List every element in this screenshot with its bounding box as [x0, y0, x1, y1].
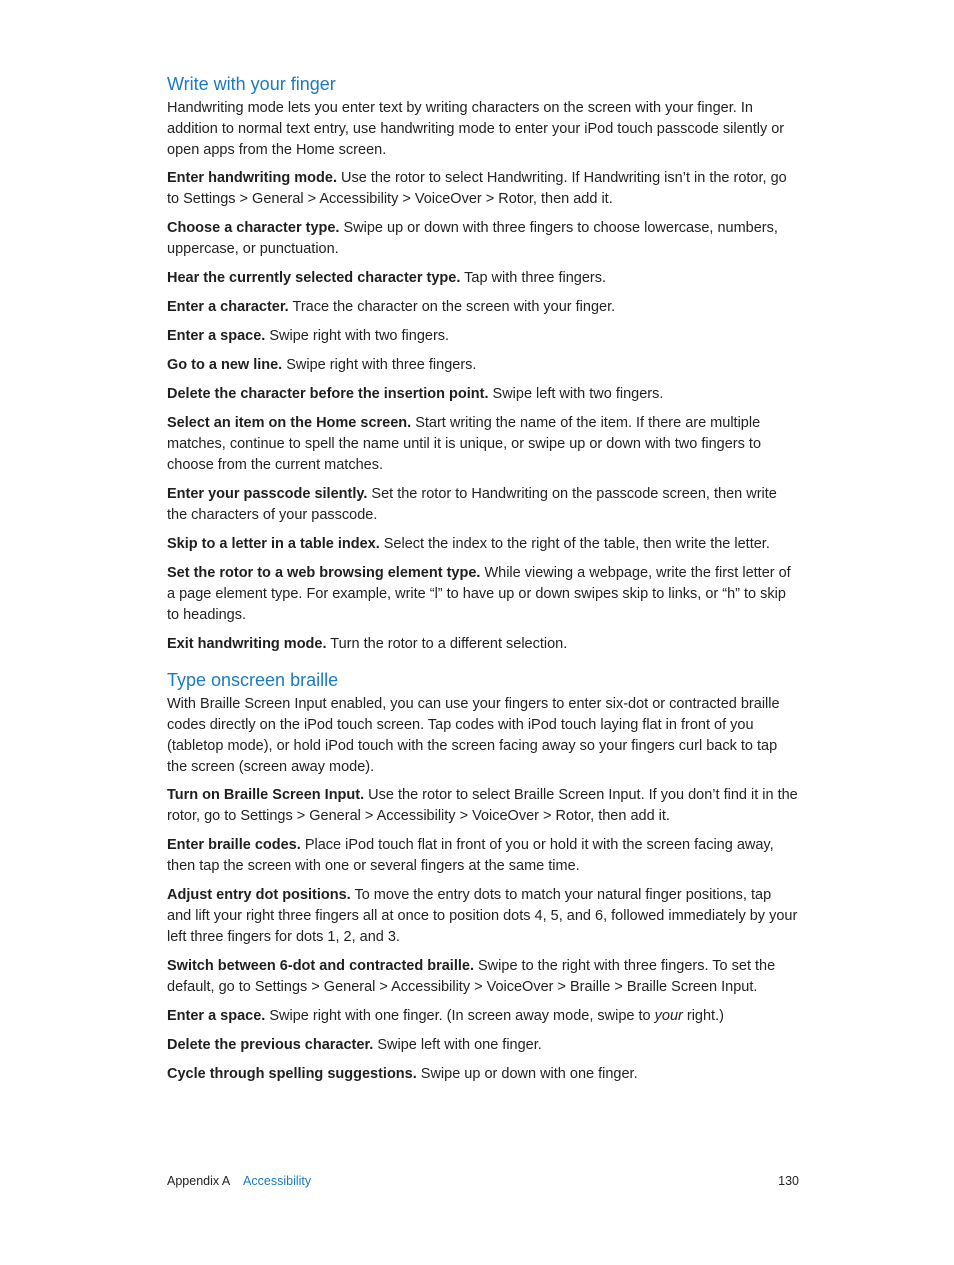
instruction-text: Swipe right with two fingers. [269, 328, 450, 344]
page-content [167, 70, 799, 1093]
handwriting-instructions [167, 168, 799, 655]
section-intro-braille: With Braille Screen Input enabled, you can use your fingers to enter six-dot or contracted braille codes directly on the iPod touch screen. Tap codes with iPod touch laying flat in front of you (tabletop mode), or hold iPod touch with the screen facing away so your fingers curl back to tap the screen (screen away mode). [167, 696, 780, 775]
instruction-item [167, 384, 799, 405]
instruction-item [167, 1006, 799, 1027]
instruction-term: Go to a new line. [167, 357, 283, 373]
instruction-term: Enter a character. [167, 299, 289, 315]
instruction-item [167, 168, 799, 210]
instruction-item [167, 1064, 799, 1085]
instruction-item [167, 218, 799, 260]
instruction-item [167, 1035, 799, 1056]
instruction-text: While viewing a webpage, write the first letter of a page element type. For example, write “l” to have up or down swipes skip to links, or “h” to skip to headings. [167, 565, 791, 623]
instruction-item [167, 355, 799, 376]
instruction-term: Adjust entry dot positions. [167, 887, 351, 903]
instruction-text: Place iPod touch flat in front of you or hold it with the screen facing away, then tap the screen with one or several fingers at the same time. [167, 837, 774, 874]
instruction-text: Turn the rotor to a different selection. [330, 636, 568, 652]
instruction-text: Set the rotor to Handwriting on the passcode screen, then write the characters of your passcode. [167, 486, 777, 523]
section-intro-handwriting: Handwriting mode lets you enter text by writing characters on the screen with your finger. In addition to normal text entry, use handwriting mode to enter your iPod touch passcode silently or open apps from the Home screen. [167, 100, 785, 158]
page-footer [167, 1171, 799, 1191]
instruction-item [167, 268, 799, 289]
instruction-term: Hear the currently selected character type. [167, 270, 461, 286]
instruction-text: Swipe left with two fingers. [492, 386, 664, 402]
instruction-item [167, 297, 799, 318]
instruction-text-after: right.) [686, 1008, 724, 1024]
instruction-item [167, 885, 799, 948]
instruction-text: Select the index to the right of the table, then write the letter. [383, 536, 770, 552]
instruction-item [167, 956, 799, 998]
instruction-item [167, 563, 799, 626]
instruction-text: Swipe right with one finger. (In screen away mode, swipe to [269, 1008, 651, 1024]
instruction-item [167, 835, 799, 877]
instruction-term: Enter a space. [167, 328, 266, 344]
instruction-text: Swipe up or down with one finger. [420, 1066, 638, 1082]
instruction-term: Cycle through spelling suggestions. [167, 1066, 417, 1082]
instruction-item [167, 326, 799, 347]
instruction-term: Enter braille codes. [167, 837, 301, 853]
instruction-item [167, 634, 799, 655]
instruction-item [167, 413, 799, 476]
instruction-term: Delete the previous character. [167, 1037, 374, 1053]
instruction-term: Enter handwriting mode. [167, 170, 337, 186]
instruction-emphasis: your [654, 1008, 683, 1024]
instruction-text: Swipe up or down with three fingers to choose lowercase, numbers, uppercase, or punctuation. [167, 220, 778, 257]
instruction-term: Delete the character before the insertion point. [167, 386, 489, 402]
footer-appendix: Appendix A [167, 1174, 230, 1188]
instruction-term: Skip to a letter in a table index. [167, 536, 380, 552]
instruction-text: Swipe to the right with three fingers. To set the default, go to Settings > General > Accessibility > VoiceOver > Braille > Braille Screen Input. [167, 958, 776, 995]
instruction-text: Swipe left with one finger. [377, 1037, 542, 1053]
instruction-term: Exit handwriting mode. [167, 636, 327, 652]
instruction-text: Tap with three fingers. [464, 270, 606, 286]
page-number: 130 [778, 1174, 799, 1188]
instruction-term: Choose a character type. [167, 220, 340, 236]
instruction-text: To move the entry dots to match your natural finger positions, tap and lift your right three fingers all at once to position dots 4, 5, and 6, followed immediately by your left three fingers for dots 1, 2, and 3. [167, 887, 798, 945]
instruction-item [167, 785, 799, 827]
instruction-text: Swipe right with three fingers. [286, 357, 477, 373]
instruction-term: Turn on Braille Screen Input. [167, 787, 365, 803]
instruction-text: Use the rotor to select Braille Screen Input. If you don’t find it in the rotor, go to Settings > General > Accessibility > VoiceOver > Rotor, then add it. [167, 787, 798, 824]
instruction-term: Switch between 6-dot and contracted braille. [167, 958, 474, 974]
instruction-text: Trace the character on the screen with your finger. [292, 299, 616, 315]
instruction-item [167, 534, 799, 555]
instruction-term: Enter a space. [167, 1008, 266, 1024]
instruction-text: Use the rotor to select Handwriting. If Handwriting isn’t in the rotor, go to Settings > General > Accessibility > VoiceOver > Rotor, then add it. [167, 170, 787, 207]
section-heading-handwriting: Write with your finger [167, 74, 336, 94]
section-heading-braille: Type onscreen braille [167, 670, 339, 690]
instruction-term: Enter your passcode silently. [167, 486, 368, 502]
instruction-item [167, 484, 799, 526]
instruction-term: Set the rotor to a web browsing element type. [167, 565, 481, 581]
instruction-term: Select an item on the Home screen. [167, 415, 412, 431]
footer-section-link[interactable]: Accessibility [243, 1174, 312, 1188]
braille-instructions [167, 785, 799, 1085]
instruction-text: Start writing the name of the item. If there are multiple matches, continue to spell the name until it is unique, or swipe up or down with two fingers to choose from the current matches. [167, 415, 762, 473]
